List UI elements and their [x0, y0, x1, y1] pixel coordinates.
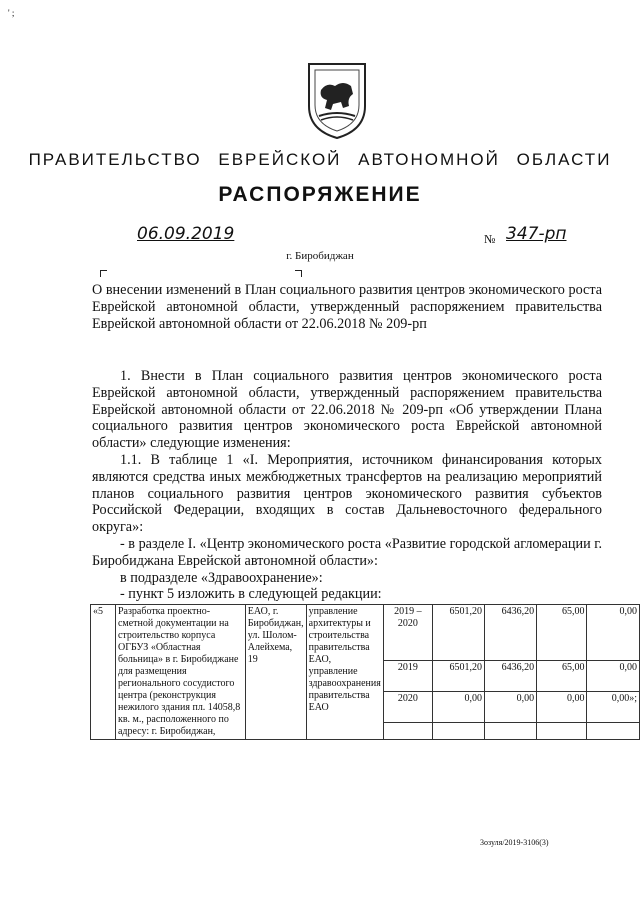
- empty-cell: [432, 723, 484, 740]
- value-cell: 65,00: [537, 660, 587, 691]
- period-cell: 2019: [383, 660, 432, 691]
- paragraph-item: - пункт 5 изложить в следующей редакции:: [120, 586, 382, 603]
- document-number: 347-рп: [506, 224, 567, 244]
- period-cell: 2020: [383, 691, 432, 722]
- value-cell: 0,00»;: [587, 691, 640, 722]
- subject-corner-right: [295, 270, 302, 277]
- paragraph-section: - в разделе I. «Центр экономического роста «Развитие городской агломерации г. Биробиджана Еврейской автономной области»:: [92, 535, 602, 569]
- item-name-cell: Разработка проектно-сметной документации на строительство корпуса ОГБУЗ «Областная больница» в г. Биробиджане для размещения регионального сосудистого центра (реконструкция нежилого здания пл. 14058,8 кв. м., расположенного по адресу: г. Биробиджан,: [115, 605, 245, 740]
- empty-cell: [485, 723, 537, 740]
- document-date: 06.09.2019: [137, 224, 235, 244]
- value-cell: 6436,20: [485, 605, 537, 661]
- period-cell: 2019 – 2020: [383, 605, 432, 661]
- document-subject: О внесении изменений в План социального развития центров экономического роста Еврейской автономной области, утвержденный распоряжением правительства Еврейской автономной области от 22.06.2018 № 209-рп: [92, 282, 602, 332]
- number-label: №: [484, 232, 496, 246]
- value-cell: 6436,20: [485, 660, 537, 691]
- item-address-cell: ЕАО, г. Биробиджан, ул. Шолом-Алейхема, 19: [245, 605, 306, 740]
- value-cell: 0,00: [587, 660, 640, 691]
- city-label: г. Биробиджан: [286, 250, 354, 262]
- document-type-heading: РАСПОРЯЖЕНИЕ: [218, 183, 422, 206]
- value-cell: 6501,20: [432, 660, 484, 691]
- paragraph-subsection: в подразделе «Здравоохранение»:: [120, 569, 323, 586]
- item-executor-cell: управление архитектуры и строительства правительства ЕАО, управление здравоохранения правительства ЕАО: [306, 605, 383, 740]
- coat-of-arms-emblem: [305, 60, 369, 140]
- footer-code: 3озуля/2019-3106(3): [480, 838, 549, 847]
- value-cell: 0,00: [537, 691, 587, 722]
- item-number-cell: «5: [91, 605, 116, 740]
- value-cell: 0,00: [432, 691, 484, 722]
- empty-cell: [537, 723, 587, 740]
- subject-corner-left: [100, 270, 107, 277]
- plan-table: [90, 604, 640, 740]
- paragraph-1-1: 1.1. В таблице 1 «I. Мероприятия, источником финансирования которых являются средства иных межбюджетных трансфертов на реализацию мероприятий планов социального развития центров экономического развития субъектов Российской Федерации, входящих в состав Дальневосточного федерального округа»:: [92, 451, 602, 536]
- value-cell: 0,00: [587, 605, 640, 661]
- value-cell: 65,00: [537, 605, 587, 661]
- document-body: [92, 368, 602, 603]
- value-cell: 6501,20: [432, 605, 484, 661]
- value-cell: 0,00: [485, 691, 537, 722]
- paragraph-1: 1. Внести в План социального развития центров экономического роста Еврейской автономной области, утвержденный распоряжением правительства Еврейской автономной области от 22.06.2018 № 209-рп «Об утверждении Плана социального развития центров экономического роста Еврейской автономной области» следующие изменения:: [92, 368, 602, 452]
- table-row: [91, 605, 640, 661]
- empty-cell: [587, 723, 640, 740]
- government-title: ПРАВИТЕЛЬСТВО ЕВРЕЙСКОЙ АВТОНОМНОЙ ОБЛАСТИ: [28, 150, 612, 169]
- empty-cell: [383, 723, 432, 740]
- margin-marks: ' ;: [8, 8, 15, 18]
